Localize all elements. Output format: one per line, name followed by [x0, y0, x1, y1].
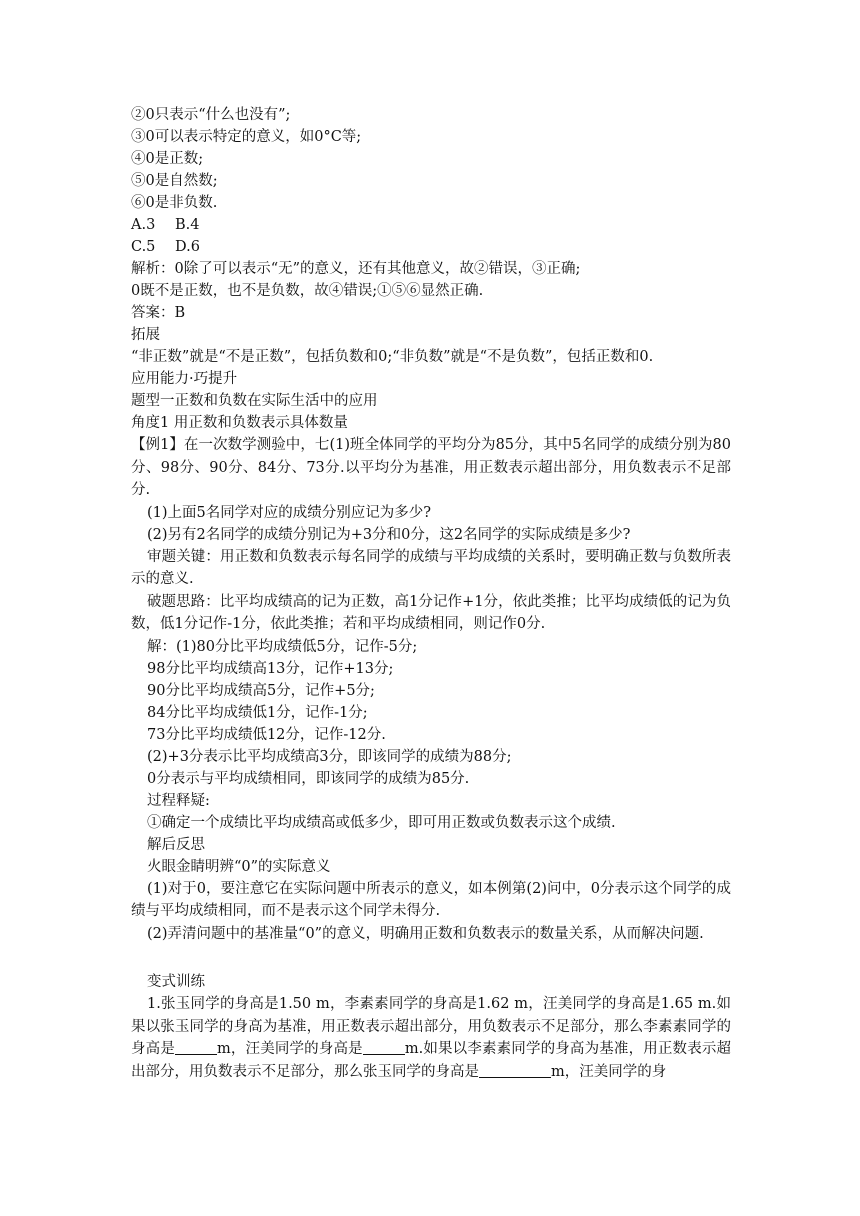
answer-line: 答案：B [131, 305, 186, 321]
section-heading: 拓展 [131, 327, 160, 343]
reflection-paragraph: (2)弄清问题中的基准量“0”的意义，明确用正数和负数表示的数量关系，从而解决问题. [147, 925, 704, 942]
option-b: B.4 [175, 217, 200, 233]
section-heading: 题型一正数和负数在实际生活中的应用 [131, 393, 378, 409]
text-line: ③0可以表示特定的意义，如0°C等; [131, 129, 362, 145]
solution-line: 84分比平均成绩低1分，记作-1分; [147, 704, 368, 721]
answer-blank [363, 1040, 405, 1055]
answer-blank [175, 1040, 217, 1055]
option-a: A.3 [131, 217, 156, 233]
text-line: 解析：0除了可以表示“无”的意义，还有其他意义，故②错误，③正确; [131, 261, 581, 277]
exercise-text: m，汪美同学的身 [551, 1063, 667, 1080]
example-paragraph: 【例1】在一次数学测验中，七(1)班全体同学的平均分为85分，其中5名同学的成绩分别为80分、98分、90分、84分、73分.以平均分为基准，用正数表示超出部分，用负数表示不足部分. [131, 437, 731, 498]
spacer [131, 945, 731, 971]
text-line: ⑤0是自然数; [131, 173, 218, 189]
solution-line: 90分比平均成绩高5分，记作+5分; [147, 682, 375, 699]
answer-options [131, 236, 731, 258]
text-line: “非正数”就是“不是正数”，包括负数和0;“非负数”就是“不是负数”，包括正数和0. [131, 349, 654, 365]
text-line: ①确定一个成绩比平均成绩高或低多少，即可用正数或负数表示这个成绩. [147, 814, 616, 831]
question-line: (1)上面5名同学对应的成绩分别应记为多少? [147, 504, 432, 521]
answer-options [131, 214, 731, 236]
solution-line: 解：(1)80分比平均成绩低5分，记作-5分; [147, 638, 418, 655]
section-heading: 解后反思 [147, 836, 205, 853]
exercise-text: 1.张玉同学的身高是1.50 m，李素素同学的身高是1.62 m，汪美同学的身高是1.65 m.如果以张玉同学的身高为基准，用正数表示超出部分，用负数表示不足部分，那么李素素同学的身高是 [131, 996, 731, 1057]
answer-blank [479, 1063, 551, 1078]
solution-line: 98分比平均成绩高13分，记作+13分; [147, 660, 394, 677]
section-heading: 角度1 用正数和负数表示具体数量 [131, 415, 348, 431]
text-line: ④0是正数; [131, 151, 204, 167]
text-line: ⑥0是非负数. [131, 195, 218, 211]
reflection-paragraph: (1)对于0，要注意它在实际问题中所表示的意义，如本例第(2)问中，0分表示这个同学的成绩与平均成绩相同，而不是表示这个同学未得分. [131, 880, 731, 919]
text-line: 0既不是正数，也不是负数，故④错误;①⑤⑥显然正确. [131, 283, 484, 299]
text-line: 过程释疑: [147, 792, 210, 809]
option-d: D.6 [175, 239, 200, 255]
exercise-paragraph [131, 993, 731, 1083]
text-line: ②0只表示“什么也没有”; [131, 107, 291, 123]
solution-line: 0分表示与平均成绩相同，即该同学的成绩为85分. [147, 770, 470, 787]
section-heading: 应用能力·巧提升 [131, 371, 238, 387]
idea-paragraph: 破题思路：比平均成绩高的记为正数，高1分记作+1分，依此类推；比平均成绩低的记为负数，低1分记作-1分，依此类推；若和平均成绩相同，则记作0分. [131, 593, 731, 632]
option-c: C.5 [131, 239, 156, 255]
document-page [131, 104, 731, 1083]
question-line: (2)另有2名同学的成绩分别记为+3分和0分，这2名同学的实际成绩是多少? [147, 526, 631, 543]
solution-line: (2)+3分表示比平均成绩高3分，即该同学的成绩为88分; [147, 748, 512, 765]
exercise-text: m.如果以李素素同学的身高为基准，用正数表示超出部分，用负数表示不足部分，那么张玉同学的身高是 [131, 1041, 732, 1080]
solution-line: 73分比平均成绩低12分，记作-12分. [147, 726, 386, 743]
key-paragraph: 审题关键：用正数和负数表示每名同学的成绩与平均成绩的关系时，要明确正数与负数所表示的意义. [131, 548, 731, 587]
exercise-text: m，汪美同学的身高是 [216, 1041, 363, 1057]
section-heading: 火眼金睛明辨“0”的实际意义 [147, 858, 331, 875]
section-heading: 变式训练 [147, 974, 205, 990]
